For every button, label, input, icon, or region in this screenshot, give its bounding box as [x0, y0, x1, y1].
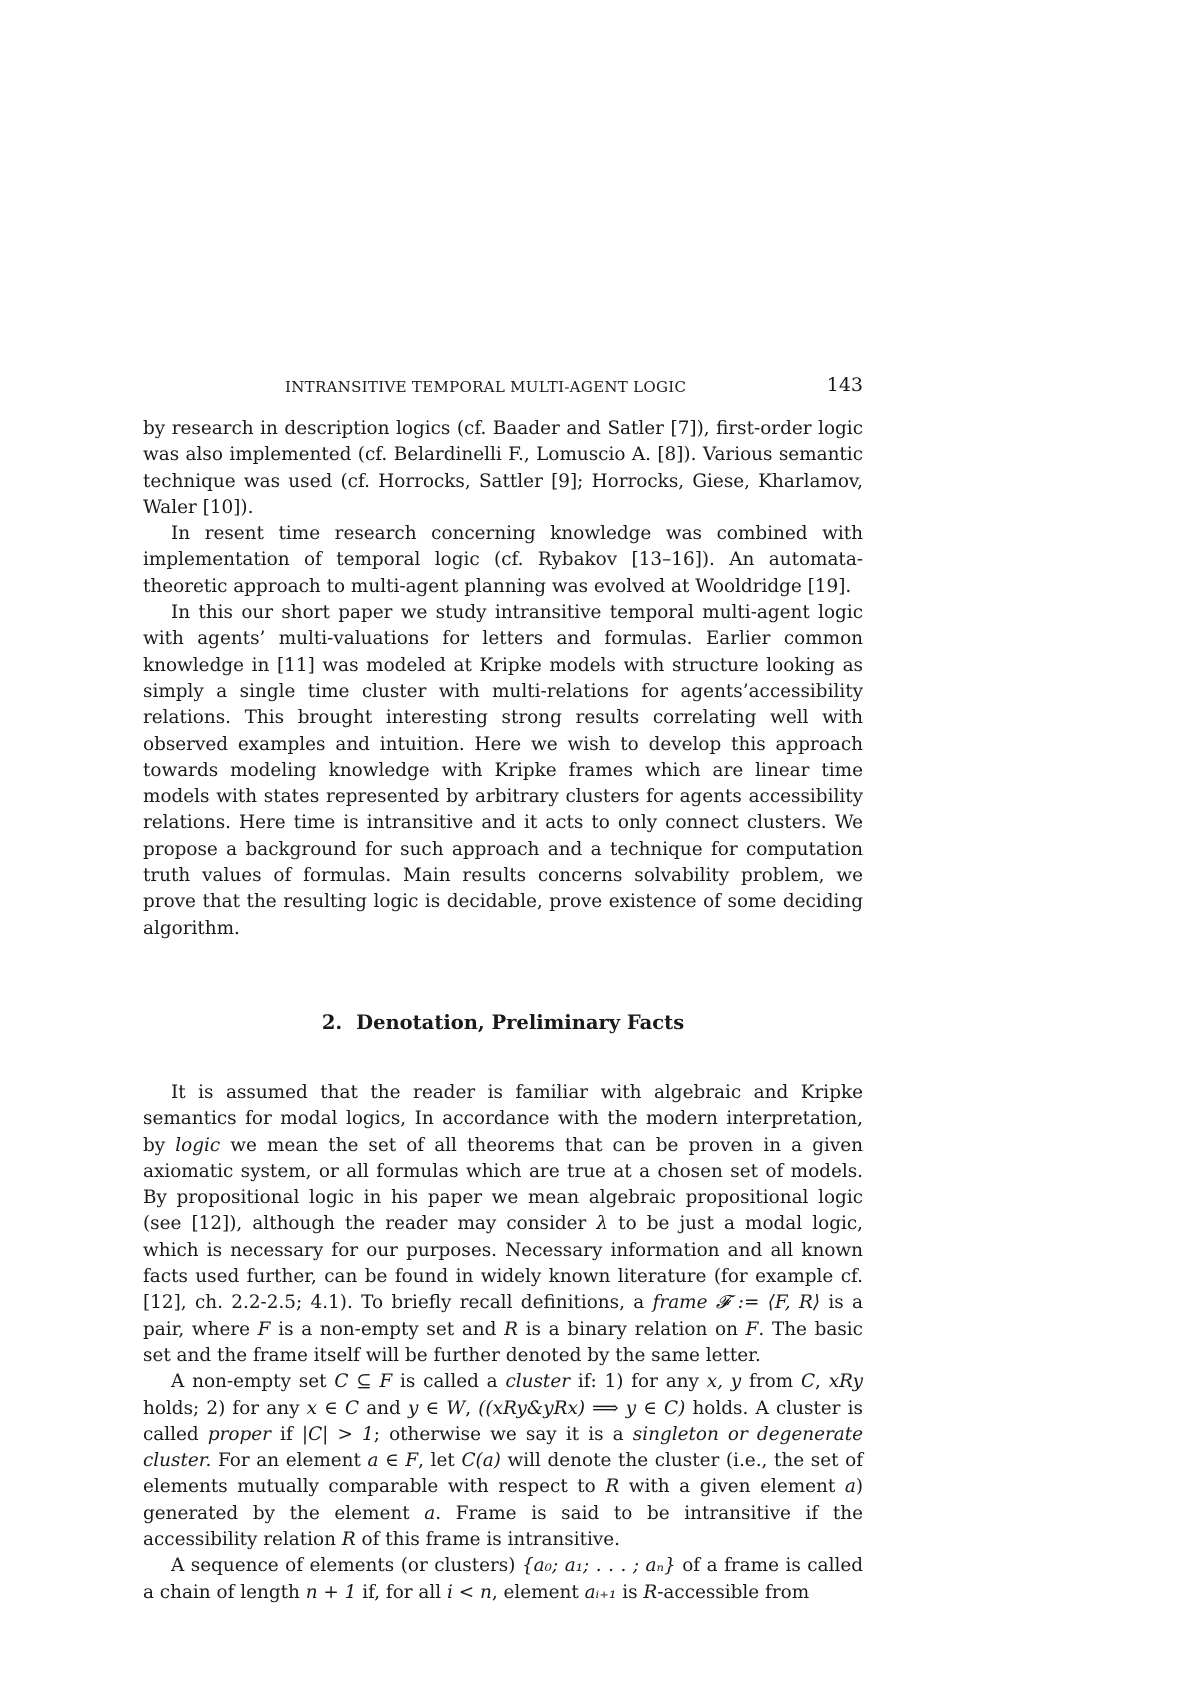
paper-page	[143, 372, 863, 1606]
running-head	[143, 372, 863, 402]
paragraph-chain-definition: A sequence of elements (or clusters) {a₀; a₁; . . . ; aₙ} of a frame is called a chain of length n + 1 if, for all i < n, element aᵢ₊₁ is R-accessible from	[143, 1555, 863, 1603]
section-number: 2.	[321, 1010, 343, 1034]
running-title: INTRANSITIVE TEMPORAL MULTI-AGENT LOGIC	[285, 378, 687, 396]
section-title: Denotation, Preliminary Facts	[356, 1010, 685, 1034]
section-heading	[143, 1010, 863, 1036]
page-number: 143	[826, 374, 863, 396]
paragraph-temporal-knowledge: In resent time research concerning knowledge was combined with implementation of temporal logic (cf. Rybakov [13–16]). An automata-theoretic approach to multi-agent planning was evolved at Wooldridge [19].	[143, 523, 863, 597]
paragraph-paper-overview: In this our short paper we study intransitive temporal multi-agent logic with agents’ multi-valuations for letters and formulas. Earlier common knowledge in [11] was modeled at Kripke models with structure looking as simply a single time cluster with multi-relations for agents’accessibility relations. This brought interesting strong results correlating well with observed examples and intuition. Here we wish to develop this approach towards modeling knowledge with Kripke frames which are linear time models with states represented by arbitrary clusters for agents accessibility relations. Here time is intransitive and it acts to only connect clusters. We propose a background for such approach and a technique for computation truth values of formulas. Main results concerns solvability problem, we prove that the resulting logic is decidable, prove existence of some deciding algorithm.	[143, 602, 863, 939]
paragraph-cluster-definition: A non-empty set C ⊆ F is called a cluster if: 1) for any x, y from C, xRy holds; 2) for any x ∈ C and y ∈ W, ((xRy&yRx) ⟹ y ∈ C) holds. A cluster is called proper if |C| > 1; otherwise we say it is a singleton or degenerate cluster. For an element a ∈ F, let C(a) will denote the cluster (i.e., the set of elements mutually comparable with respect to R with a given element a) generated by the element a. Frame is said to be intransitive if the accessibility relation R of this frame is intransitive.	[143, 1371, 864, 1550]
paragraph-preliminaries: It is assumed that the reader is familiar with algebraic and Kripke semantics for modal logics, In accordance with the modern interpretation, by logic we mean the set of all theorems that can be proven in a given axiomatic system, or all formulas which are true at a chosen set of models. By propositional logic in his paper we mean algebraic propositional logic (see [12]), although the reader may consider λ to be just a modal logic, which is necessary for our purposes. Necessary information and all known facts used further, can be found in widely known literature (for example cf. [12], ch. 2.2-2.5; 4.1). To briefly recall definitions, a frame 𝓕 := ⟨F, R⟩ is a pair, where F is a non-empty set and R is a binary relation on F. The basic set and the frame itself will be further denoted by the same letter.	[143, 1081, 863, 1366]
paragraph-continuation: by research in description logics (cf. Baader and Satler [7]), first-order logic was also implemented (cf. Belardinelli F., Lomuscio A. [8]). Various semantic technique was used (cf. Horrocks, Sattler [9]; Horrocks, Giese, Kharlamov, Waler [10]).	[143, 418, 863, 518]
